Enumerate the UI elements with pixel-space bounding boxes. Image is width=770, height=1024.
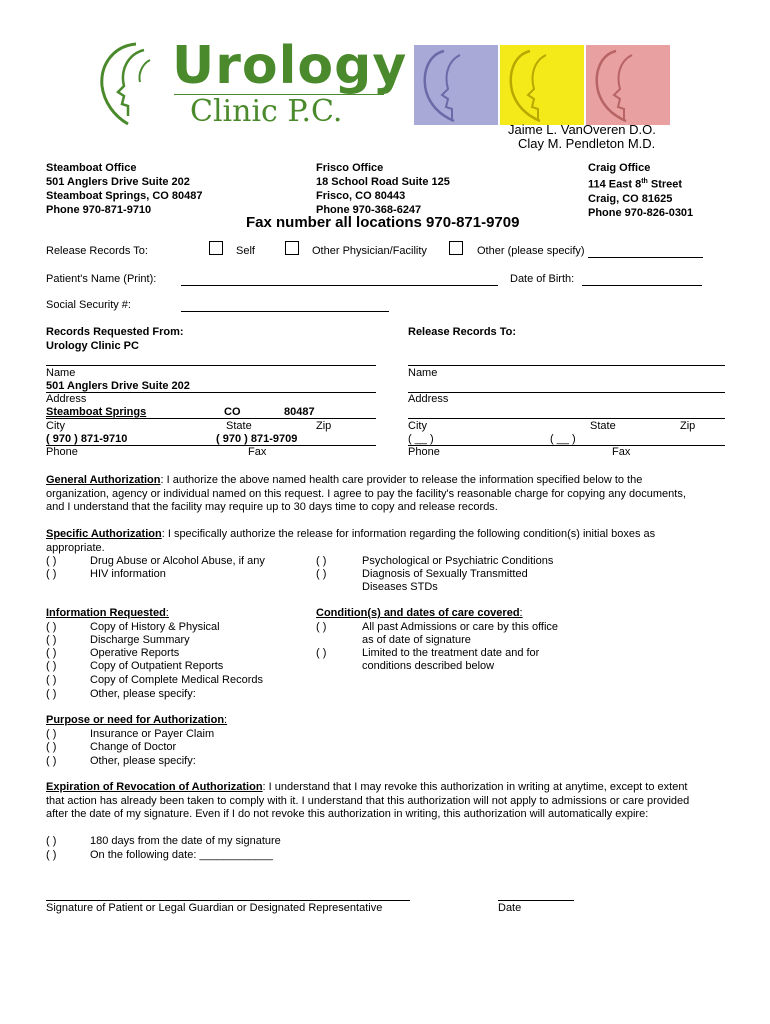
face-square-salmon — [586, 45, 670, 125]
office-address-line2: Frisco, CO 80443 — [316, 190, 406, 202]
from-zip-caption: Zip — [316, 420, 332, 432]
paren-checkbox[interactable]: ( ) — [316, 621, 327, 633]
signature-label: Signature of Patient or Legal Guardian or Designated Representative — [46, 902, 383, 914]
release-to-label: Release Records To: — [46, 245, 148, 257]
paren-checkbox[interactable]: ( ) — [46, 849, 57, 861]
to-state-caption: State — [590, 420, 616, 432]
from-phone-line — [46, 445, 376, 446]
paren-checkbox[interactable]: ( ) — [316, 647, 327, 659]
office-address-line1: 18 School Road Suite 125 — [316, 176, 450, 188]
specific-option: Diagnosis of Sexually Transmitted — [362, 568, 528, 580]
patient-name-field[interactable] — [181, 285, 498, 286]
specific-option: Psychological or Psychiatric Conditions — [362, 555, 554, 567]
face-profile-icon — [500, 45, 584, 125]
paren-checkbox[interactable]: ( ) — [316, 555, 327, 567]
condition-item: All past Admissions or care by this office — [362, 621, 559, 633]
specific-heading: Specific Authorization — [46, 528, 162, 540]
doctor-name: Clay M. Pendleton M.D. — [518, 136, 656, 151]
to-phone-value: ( __ ) — [408, 433, 434, 445]
dob-label: Date of Birth: — [510, 273, 575, 285]
signature-field[interactable] — [46, 900, 410, 901]
face-profile-icon — [586, 45, 670, 125]
info-requested-heading: Information Requested: — [46, 607, 169, 619]
office-name: Steamboat Office — [46, 162, 137, 174]
release-to-title: Release Records To: — [408, 326, 517, 338]
specific-option: Drug Abuse or Alcohol Abuse, if any — [90, 555, 265, 567]
ssn-label: Social Security #: — [46, 299, 131, 311]
office-address-line1: 114 East 8th Street — [588, 178, 683, 191]
paren-checkbox[interactable]: ( ) — [46, 688, 57, 700]
to-name-caption: Name — [408, 367, 438, 379]
paren-checkbox[interactable]: ( ) — [46, 568, 57, 580]
fax-heading: Fax number all locations 970-871-9709 — [246, 214, 520, 231]
paren-checkbox[interactable]: ( ) — [46, 634, 57, 646]
expiration-option: 180 days from the date of my signature — [90, 835, 281, 847]
condition-item-cont: as of date of signature — [362, 634, 471, 646]
office-address-line2: Craig, CO 81625 — [588, 192, 673, 205]
condition-item: Limited to the treatment date and for — [362, 647, 540, 659]
office-name: Craig Office — [588, 162, 651, 174]
from-fax-value: ( 970 ) 871-9709 — [216, 433, 298, 445]
office-steamboat — [46, 161, 203, 217]
purpose-item: Insurance or Payer Claim — [90, 728, 215, 740]
paren-checkbox[interactable]: ( ) — [46, 755, 57, 767]
general-authorization: General Authorization: I authorize the above named health care provider to release the information specified below to the organization, agency or individual named on this request. I agree to pay the facility's reasonable charge for copying any documents, and I understand that the facility may require up to 30 days time to copy and release records. — [46, 474, 686, 513]
paren-checkbox[interactable]: ( ) — [46, 835, 57, 847]
to-city-caption: City — [408, 420, 427, 432]
logo-word-clinic: Clinic P.C. — [190, 94, 343, 129]
paren-checkbox[interactable]: ( ) — [46, 674, 57, 686]
to-fax-value: ( __ ) — [550, 433, 576, 445]
clinic-logo — [92, 36, 408, 132]
other-physician-label: Other Physician/Facility — [312, 245, 427, 257]
doctor-name: Jaime L. VanOveren D.O. — [508, 122, 656, 137]
info-item: Copy of History & Physical — [90, 621, 220, 633]
office-frisco — [316, 161, 450, 217]
info-item: Other, please specify: — [90, 688, 196, 700]
self-label: Self — [236, 245, 255, 257]
from-fax-caption: Fax — [248, 446, 267, 458]
office-craig — [588, 161, 693, 220]
office-phone: Phone 970-871-9710 — [46, 204, 152, 216]
other-physician-checkbox[interactable] — [285, 241, 299, 255]
to-city-field[interactable] — [408, 418, 725, 419]
patient-name-label: Patient's Name (Print): — [46, 273, 157, 285]
office-address-line2: Steamboat Springs, CO 80487 — [46, 190, 203, 202]
from-address-caption: Address — [46, 393, 87, 405]
face-square-lavender — [414, 45, 498, 125]
other-specify-checkbox[interactable] — [449, 241, 463, 255]
logo-word-urology: Urology — [172, 36, 408, 96]
purpose-heading: Purpose or need for Authorization: — [46, 714, 228, 726]
expiration-section: Expiration of Revocation of Authorization: I understand that I may revoke this authorization in writing at anytime, except to extent that action has already been taken to comply with it. I understand that this authorization will not apply to admissions or care provided after the date of my signature. Even if I do not revoke this authorization in writing, this authorization will automatically expire: — [46, 781, 690, 820]
from-state-value: CO — [224, 406, 241, 418]
dob-field[interactable] — [582, 285, 702, 286]
from-city-value: Steamboat Springs — [46, 406, 147, 418]
from-zip-value: 80487 — [284, 406, 315, 418]
paren-checkbox[interactable]: ( ) — [46, 728, 57, 740]
from-name-caption: Name — [46, 367, 76, 379]
paren-checkbox[interactable]: ( ) — [46, 621, 57, 633]
face-square-yellow — [500, 45, 584, 125]
to-phone-field[interactable] — [408, 445, 725, 446]
expiration-option: On the following date: ____________ — [90, 849, 273, 861]
other-specify-field[interactable] — [588, 257, 703, 258]
purpose-item: Change of Doctor — [90, 741, 177, 753]
from-state-caption: State — [226, 420, 252, 432]
date-label: Date — [498, 902, 522, 914]
to-zip-caption: Zip — [680, 420, 696, 432]
to-fax-caption: Fax — [612, 446, 631, 458]
to-address-caption: Address — [408, 393, 449, 405]
purpose-item: Other, please specify: — [90, 755, 196, 767]
paren-checkbox[interactable]: ( ) — [46, 741, 57, 753]
from-name-line — [46, 365, 376, 366]
from-address-value: 501 Anglers Drive Suite 202 — [46, 380, 190, 392]
face-profile-icon — [92, 40, 182, 128]
records-from-title: Records Requested From: — [46, 326, 184, 338]
office-phone: Phone 970-368-6247 — [316, 204, 422, 216]
office-address-line1: 501 Anglers Drive Suite 202 — [46, 176, 190, 188]
general-heading: General Authorization — [46, 474, 161, 486]
paren-checkbox[interactable]: ( ) — [46, 647, 57, 659]
expiration-heading: Expiration of Revocation of Authorization — [46, 781, 263, 793]
info-item: Copy of Complete Medical Records — [90, 674, 264, 686]
office-name: Frisco Office — [316, 162, 384, 174]
from-address-line — [46, 392, 376, 393]
to-phone-caption: Phone — [408, 446, 440, 458]
paren-checkbox[interactable]: ( ) — [46, 555, 57, 567]
records-from-org: Urology Clinic PC — [46, 340, 139, 352]
ssn-field[interactable] — [181, 311, 389, 312]
paren-checkbox[interactable]: ( ) — [46, 660, 57, 672]
face-profile-icon — [414, 45, 498, 125]
info-item: Operative Reports — [90, 647, 180, 659]
specific-authorization: Specific Authorization: I specifically authorize the release for information regarding the following condition(s) initial boxes as appropriate. — [46, 528, 656, 554]
condition-item-cont: conditions described below — [362, 660, 495, 672]
specific-option: HIV information — [90, 568, 166, 580]
from-phone-value: ( 970 ) 871-9710 — [46, 433, 128, 445]
conditions-heading: Condition(s) and dates of care covered: — [316, 607, 523, 619]
self-checkbox[interactable] — [209, 241, 223, 255]
office-phone: Phone 970-826-0301 — [588, 206, 694, 219]
date-field[interactable] — [498, 900, 574, 901]
other-specify-label: Other (please specify) — [477, 245, 585, 257]
from-city-line — [46, 418, 376, 419]
to-address-field[interactable] — [408, 392, 725, 393]
info-item: Discharge Summary — [90, 634, 190, 646]
specific-option-cont: Diseases STDs — [362, 581, 438, 593]
to-name-field[interactable] — [408, 365, 725, 366]
from-city-caption: City — [46, 420, 65, 432]
from-phone-caption: Phone — [46, 446, 78, 458]
paren-checkbox[interactable]: ( ) — [316, 568, 327, 580]
info-item: Copy of Outpatient Reports — [90, 660, 224, 672]
